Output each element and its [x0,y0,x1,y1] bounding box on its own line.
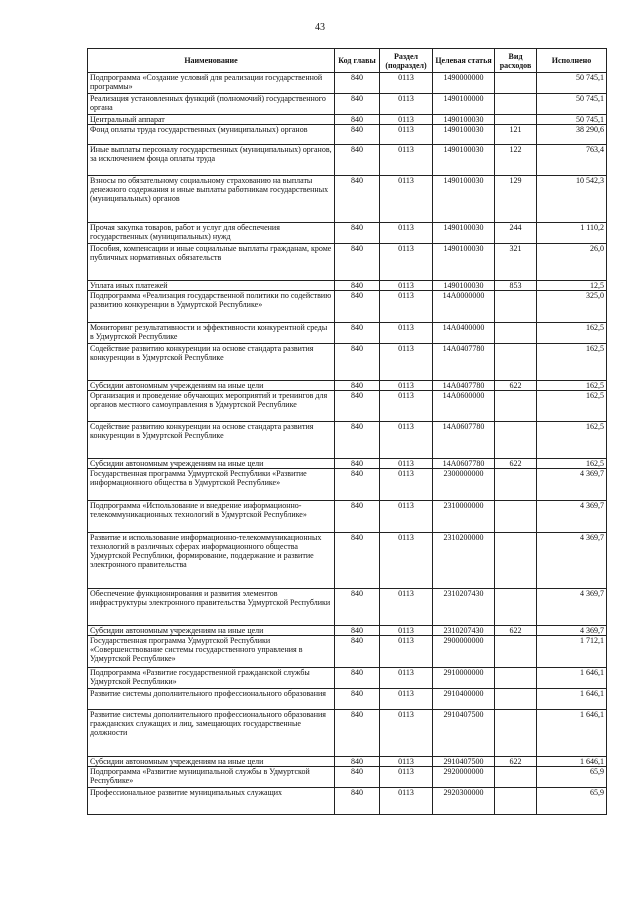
cell-statya: 1490100030 [433,125,495,145]
cell-glava: 840 [335,323,380,344]
table-body [88,73,607,815]
table-row [88,344,607,381]
cell-vid [495,291,537,323]
cell-glava: 840 [335,710,380,757]
table-row [88,459,607,469]
cell-statya: 2310207430 [433,589,495,626]
table-row [88,636,607,668]
cell-statya: 2310207430 [433,626,495,636]
header-row [88,49,607,73]
cell-statya: 2900000000 [433,636,495,668]
cell-statya: 1490100030 [433,244,495,281]
cell-name: Государственная программа Удмуртской Республики «Совершенствование системы государственного управления в Удмуртской Республике» [88,636,335,668]
cell-razdel: 0113 [380,589,433,626]
cell-isp: 26,0 [537,244,607,281]
table-row [88,391,607,422]
cell-glava: 840 [335,291,380,323]
cell-isp: 4 369,7 [537,469,607,501]
cell-isp: 65,9 [537,767,607,788]
cell-statya: 1490100030 [433,223,495,244]
table-row [88,115,607,125]
cell-glava: 840 [335,589,380,626]
table-row [88,689,607,710]
cell-isp: 162,5 [537,381,607,391]
cell-name: Пособия, компенсации и иные социальные выплаты гражданам, кроме публичных нормативных обязательств [88,244,335,281]
cell-isp: 4 369,7 [537,589,607,626]
cell-isp: 162,5 [537,391,607,422]
table-row [88,73,607,94]
cell-razdel: 0113 [380,323,433,344]
cell-isp: 1 646,1 [537,668,607,689]
cell-name: Подпрограмма «Развитие муниципальной службы в Удмуртской Республике» [88,767,335,788]
cell-vid: 122 [495,145,537,176]
cell-isp: 325,0 [537,291,607,323]
table-row [88,533,607,589]
cell-statya: 14А0000000 [433,291,495,323]
cell-statya: 1490100030 [433,176,495,223]
cell-razdel: 0113 [380,176,433,223]
cell-name: Фонд оплаты труда государственных (муниципальных) органов [88,125,335,145]
table-row [88,281,607,291]
cell-vid [495,115,537,125]
cell-statya: 1490100030 [433,115,495,125]
cell-glava: 840 [335,668,380,689]
cell-razdel: 0113 [380,533,433,589]
cell-isp: 1 646,1 [537,757,607,767]
cell-razdel: 0113 [380,344,433,381]
table-row [88,757,607,767]
cell-vid: 622 [495,757,537,767]
cell-glava: 840 [335,176,380,223]
cell-vid [495,344,537,381]
cell-glava: 840 [335,767,380,788]
cell-vid [495,788,537,815]
cell-isp: 1 712,1 [537,636,607,668]
cell-isp: 763,4 [537,145,607,176]
cell-statya: 2310000000 [433,501,495,533]
cell-glava: 840 [335,689,380,710]
table-row [88,323,607,344]
cell-isp: 4 369,7 [537,533,607,589]
cell-razdel: 0113 [380,422,433,459]
table-row [88,626,607,636]
cell-vid [495,94,537,115]
cell-statya: 2920300000 [433,788,495,815]
cell-isp: 50 745,1 [537,94,607,115]
table-row [88,176,607,223]
cell-isp: 1 110,2 [537,223,607,244]
cell-glava: 840 [335,344,380,381]
table-row [88,145,607,176]
cell-vid: 622 [495,626,537,636]
cell-vid [495,767,537,788]
table-row [88,422,607,459]
cell-vid: 129 [495,176,537,223]
cell-glava: 840 [335,145,380,176]
cell-name: Государственная программа Удмуртской Республики «Развитие информационного общества в Удмуртской Республике» [88,469,335,501]
cell-statya: 2920000000 [433,767,495,788]
cell-razdel: 0113 [380,244,433,281]
cell-name: Содействие развитию конкуренции на основе стандарта развития конкуренции в Удмуртской Республике [88,422,335,459]
cell-vid: 121 [495,125,537,145]
cell-statya: 2910400000 [433,689,495,710]
cell-razdel: 0113 [380,710,433,757]
cell-statya: 14А0607780 [433,422,495,459]
cell-glava: 840 [335,757,380,767]
cell-vid [495,636,537,668]
cell-isp: 50 745,1 [537,73,607,94]
cell-glava: 840 [335,94,380,115]
cell-glava: 840 [335,626,380,636]
table-row [88,589,607,626]
cell-razdel: 0113 [380,391,433,422]
cell-statya: 2910407500 [433,710,495,757]
cell-vid: 622 [495,459,537,469]
cell-vid [495,323,537,344]
cell-glava: 840 [335,381,380,391]
cell-razdel: 0113 [380,501,433,533]
cell-glava: 840 [335,469,380,501]
cell-name: Мониторинг результативности и эффективности конкурентной среды в Удмуртской Республике [88,323,335,344]
cell-statya: 2910000000 [433,668,495,689]
cell-razdel: 0113 [380,767,433,788]
cell-name: Подпрограмма «Развитие государственной гражданской службы Удмуртской Республики» [88,668,335,689]
cell-name: Обеспечение функционирования и развития элементов инфраструктуры электронного правительства Удмуртской Республики [88,589,335,626]
table-row [88,710,607,757]
header-razdel: Раздел (подраздел) [380,49,433,73]
cell-glava: 840 [335,73,380,94]
cell-statya: 1490000000 [433,73,495,94]
cell-isp: 162,5 [537,459,607,469]
cell-statya: 1490100000 [433,94,495,115]
table-row [88,767,607,788]
cell-razdel: 0113 [380,125,433,145]
cell-name: Субсидии автономным учреждениям на иные цели [88,626,335,636]
cell-vid [495,710,537,757]
cell-razdel: 0113 [380,459,433,469]
cell-name: Прочая закупка товаров, работ и услуг для обеспечения государственных (муниципальных) нужд [88,223,335,244]
cell-isp: 4 369,7 [537,501,607,533]
table-row [88,788,607,815]
table-row [88,94,607,115]
cell-razdel: 0113 [380,381,433,391]
table-row [88,244,607,281]
cell-statya: 2310200000 [433,533,495,589]
cell-razdel: 0113 [380,115,433,125]
cell-razdel: 0113 [380,626,433,636]
cell-glava: 840 [335,422,380,459]
cell-isp: 38 290,6 [537,125,607,145]
cell-vid [495,668,537,689]
table-row [88,125,607,145]
cell-vid: 853 [495,281,537,291]
cell-vid [495,73,537,94]
cell-name: Развитие системы дополнительного профессионального образования [88,689,335,710]
cell-isp: 65,9 [537,788,607,815]
table-row [88,223,607,244]
header-name: Наименование [88,49,335,73]
cell-razdel: 0113 [380,689,433,710]
cell-razdel: 0113 [380,281,433,291]
cell-statya: 14А0407780 [433,381,495,391]
cell-isp: 162,5 [537,422,607,459]
header-glava: Код главы [335,49,380,73]
cell-name: Уплата иных платежей [88,281,335,291]
cell-razdel: 0113 [380,636,433,668]
cell-glava: 840 [335,391,380,422]
cell-name: Профессиональное развитие муниципальных служащих [88,788,335,815]
cell-vid [495,469,537,501]
cell-glava: 840 [335,281,380,291]
cell-glava: 840 [335,533,380,589]
budget-table [87,48,607,815]
cell-name: Подпрограмма «Создание условий для реализации государственной программы» [88,73,335,94]
page-number: 43 [315,22,325,33]
cell-glava: 840 [335,636,380,668]
cell-razdel: 0113 [380,469,433,501]
cell-isp: 10 542,3 [537,176,607,223]
table-row [88,501,607,533]
table-row [88,381,607,391]
cell-razdel: 0113 [380,94,433,115]
cell-statya: 14А0600000 [433,391,495,422]
cell-name: Содействие развитию конкуренции на основе стандарта развития конкуренции в Удмуртской Республике [88,344,335,381]
cell-name: Подпрограмма «Использование и внедрение информационно-телекоммуникационных технологий в Удмуртской Республике» [88,501,335,533]
cell-isp: 50 745,1 [537,115,607,125]
cell-isp: 162,5 [537,323,607,344]
cell-vid [495,689,537,710]
cell-name: Субсидии автономным учреждениям на иные цели [88,381,335,391]
header-vid: Вид расходов [495,49,537,73]
cell-razdel: 0113 [380,757,433,767]
cell-isp: 12,5 [537,281,607,291]
cell-isp: 1 646,1 [537,710,607,757]
cell-razdel: 0113 [380,73,433,94]
cell-statya: 2300000000 [433,469,495,501]
cell-name: Субсидии автономным учреждениям на иные цели [88,757,335,767]
cell-statya: 1490100030 [433,281,495,291]
cell-isp: 1 646,1 [537,689,607,710]
cell-name: Реализация установленных функций (полномочий) государственного органа [88,94,335,115]
cell-isp: 162,5 [537,344,607,381]
cell-name: Организация и проведение обучающих мероприятий и тренингов для органов местного самоуправления в Удмуртской Республике [88,391,335,422]
header-statya: Целевая статья [433,49,495,73]
cell-name: Развитие системы дополнительного профессионального образования гражданских служащих и лиц, замещающих государственные должности [88,710,335,757]
cell-vid [495,533,537,589]
cell-razdel: 0113 [380,668,433,689]
cell-vid [495,391,537,422]
cell-glava: 840 [335,501,380,533]
cell-statya: 14А0607780 [433,459,495,469]
table-row [88,668,607,689]
cell-razdel: 0113 [380,223,433,244]
cell-vid [495,589,537,626]
cell-name: Взносы по обязательному социальному страхованию на выплаты денежного содержания и иные выплаты работникам государственных (муниципальных) органов [88,176,335,223]
cell-name: Субсидии автономным учреждениям на иные цели [88,459,335,469]
cell-name: Развитие и использование информационно-телекоммуникационных технологий в различных сферах информационного общества Удмуртской Республики, формирование, поддержание и развитие электронного правительства [88,533,335,589]
cell-vid: 321 [495,244,537,281]
table-row [88,291,607,323]
cell-statya: 14А0400000 [433,323,495,344]
cell-vid: 622 [495,381,537,391]
cell-name: Иные выплаты персоналу государственных (муниципальных) органов, за исключением фонда оплаты труда [88,145,335,176]
cell-razdel: 0113 [380,788,433,815]
cell-glava: 840 [335,115,380,125]
header-isp: Исполнено [537,49,607,73]
cell-glava: 840 [335,788,380,815]
cell-vid [495,501,537,533]
table-row [88,469,607,501]
cell-glava: 840 [335,223,380,244]
cell-vid [495,422,537,459]
cell-glava: 840 [335,125,380,145]
cell-name: Подпрограмма «Реализация государственной политики по содействию развитию конкуренции в Удмуртской Республике» [88,291,335,323]
cell-glava: 840 [335,244,380,281]
cell-isp: 4 369,7 [537,626,607,636]
cell-name: Центральный аппарат [88,115,335,125]
cell-statya: 14А0407780 [433,344,495,381]
cell-razdel: 0113 [380,291,433,323]
cell-vid: 244 [495,223,537,244]
cell-glava: 840 [335,459,380,469]
cell-razdel: 0113 [380,145,433,176]
cell-statya: 1490100030 [433,145,495,176]
cell-statya: 2910407500 [433,757,495,767]
